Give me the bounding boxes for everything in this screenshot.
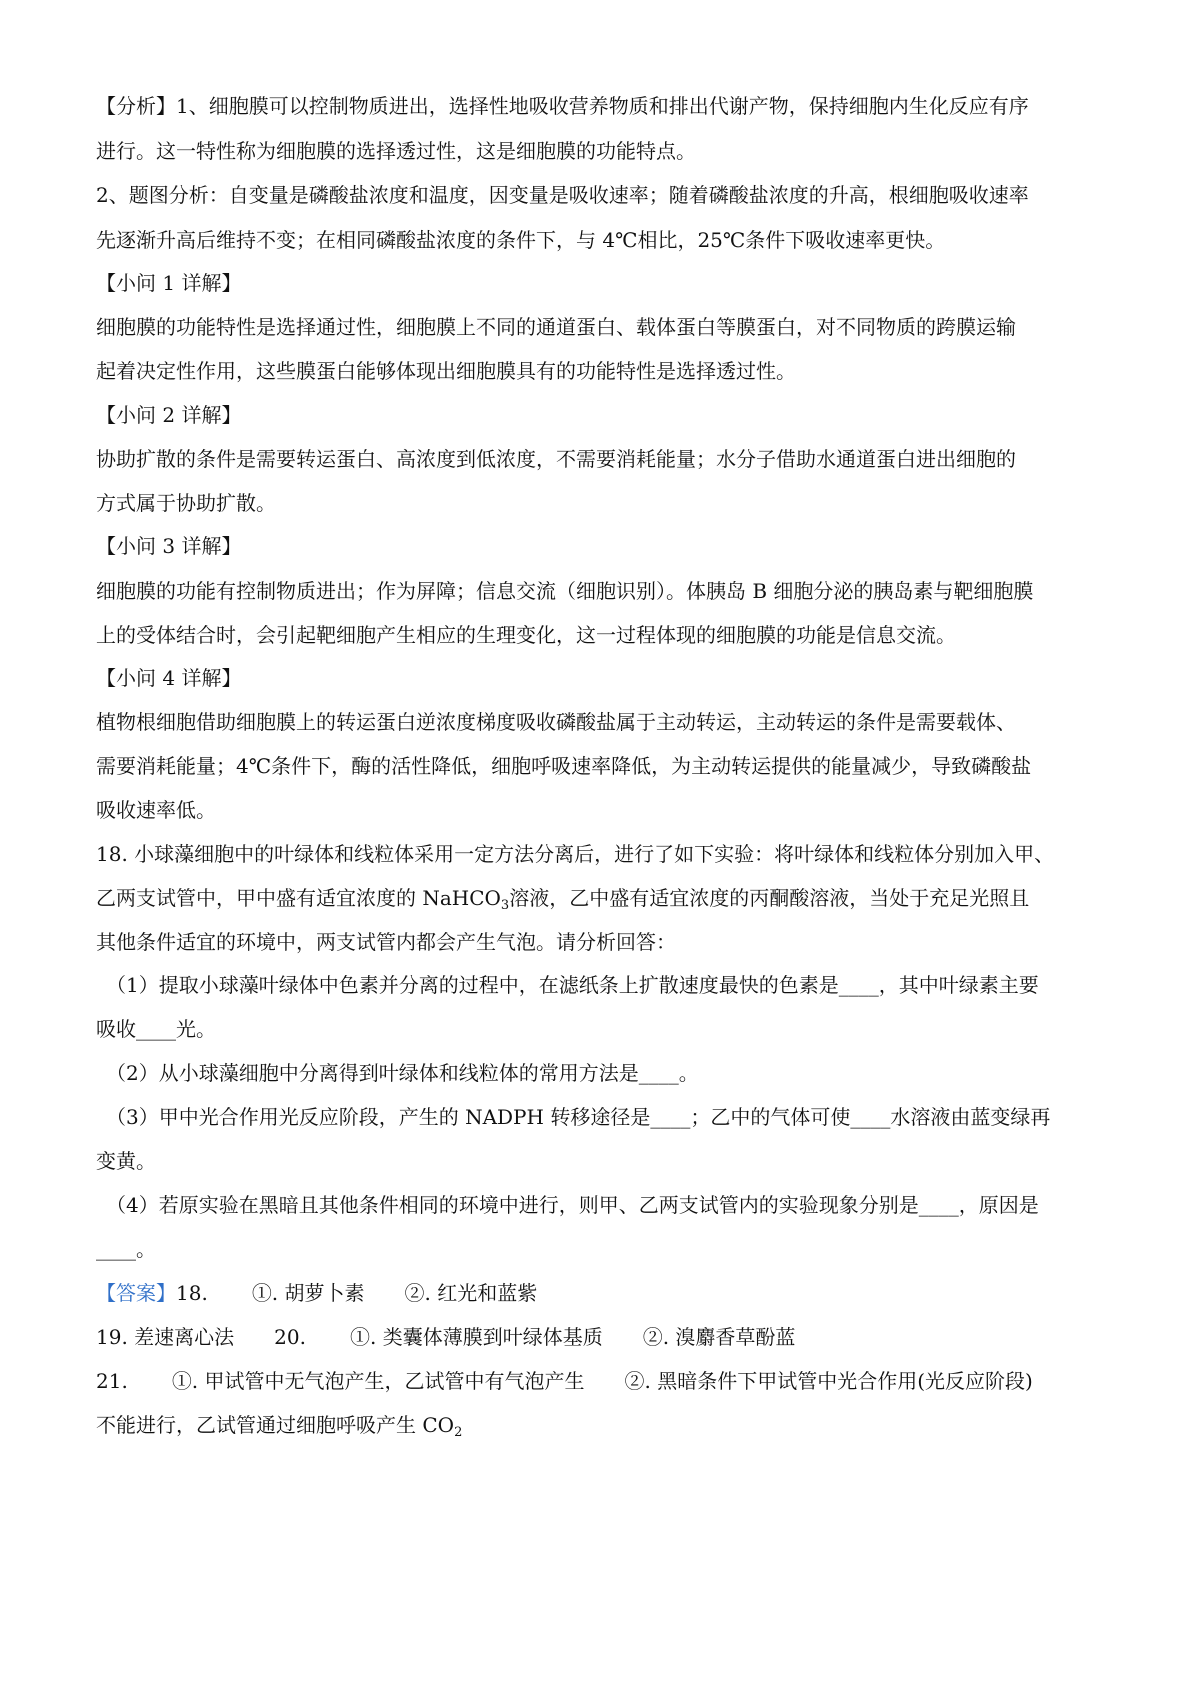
sub-question-4-cont: ____。 (96, 1237, 156, 1261)
answer-item: ①. 胡萝卜素 (251, 1281, 365, 1305)
analysis-line: 进行。这一特性称为细胞膜的选择透过性，这是细胞膜的功能特点。 (96, 139, 696, 163)
detail-text: 上的受体结合时，会引起靶细胞产生相应的生理变化，这一过程体现的细胞膜的功能是信息交流。 (96, 623, 956, 647)
answer-item: ②. 黑暗条件下甲试管中光合作用(光反应阶段) (624, 1369, 1033, 1393)
detail-text: 方式属于协助扩散。 (96, 491, 276, 515)
answer-line (96, 1410, 462, 1440)
analysis-line: 先逐渐升高后维持不变；在相同磷酸盐浓度的条件下，与 4℃相比，25℃条件下吸收速率更快。 (96, 228, 946, 252)
subscript: 3 (500, 898, 510, 913)
question-stem: 18. 小球藻细胞中的叶绿体和线粒体采用一定方法分离后，进行了如下实验：将叶绿体和线粒体分别加入甲、 (96, 842, 1055, 866)
answer-item: ②. 红光和蓝紫 (404, 1281, 538, 1305)
detail-text: 吸收速率低。 (96, 798, 216, 822)
question-stem-part: 乙两支试管中，甲中盛有适宜浓度的 NaHCO (96, 886, 501, 910)
sub-question-1-cont: 吸收____光。 (96, 1017, 216, 1041)
detail-text: 细胞膜的功能有控制物质进出；作为屏障；信息交流（细胞识别）。体胰岛 B 细胞分泌的胰岛素与靶细胞膜 (96, 579, 1034, 603)
answer-item: ②. 溴麝香草酚蓝 (642, 1325, 796, 1349)
detail-text: 植物根细胞借助细胞膜上的转运蛋白逆浓度梯度吸收磷酸盐属于主动转运，主动转运的条件是需要载体、 (96, 710, 1016, 734)
answer-line (96, 1366, 1033, 1396)
answer-number: 20. (274, 1325, 306, 1349)
answer-line (96, 1322, 795, 1352)
question-stem-part: 溶液，乙中盛有适宜浓度的丙酮酸溶液，当处于充足光照且 (509, 886, 1030, 910)
answer-item: 19. 差速离心法 (96, 1325, 235, 1349)
detail-text: 细胞膜的功能特性是选择通过性，细胞膜上不同的通道蛋白、载体蛋白等膜蛋白，对不同物质的跨膜运输 (96, 315, 1016, 339)
answer-label: 【答案】 (96, 1281, 176, 1305)
detail-text: 起着决定性作用，这些膜蛋白能够体现出细胞膜具有的功能特性是选择透过性。 (96, 359, 796, 383)
sub-question-3-cont: 变黄。 (96, 1149, 156, 1173)
detail-text: 协助扩散的条件是需要转运蛋白、高浓度到低浓度，不需要消耗能量；水分子借助水通道蛋白进出细胞的 (96, 447, 1016, 471)
question-stem: 其他条件适宜的环境中，两支试管内都会产生气泡。请分析回答： (96, 930, 676, 954)
answer-text: 不能进行，乙试管通过细胞呼吸产生 CO (96, 1413, 455, 1437)
sub-question-4: （4）若原实验在黑暗且其他条件相同的环境中进行，则甲、乙两支试管内的实验现象分别是____，原因是 (106, 1193, 1039, 1217)
detail-heading-1: 【小问 1 详解】 (96, 271, 242, 295)
answer-item: ①. 类囊体薄膜到叶绿体基质 (349, 1325, 603, 1349)
sub-question-1: （1）提取小球藻叶绿体中色素并分离的过程中，在滤纸条上扩散速度最快的色素是____，其中叶绿素主要 (106, 973, 1039, 997)
answer-number: 18. (176, 1281, 208, 1305)
sub-question-2: （2）从小球藻细胞中分离得到叶绿体和线粒体的常用方法是____。 (106, 1061, 699, 1085)
subscript: 2 (454, 1425, 463, 1440)
question-stem (96, 883, 1029, 913)
detail-text: 需要消耗能量；4℃条件下，酶的活性降低，细胞呼吸速率降低，为主动转运提供的能量减少，导致磷酸盐 (96, 754, 1032, 778)
answer-line (96, 1278, 537, 1308)
analysis-line: 2、题图分析：自变量是磷酸盐浓度和温度，因变量是吸收速率；随着磷酸盐浓度的升高，根细胞吸收速率 (96, 183, 1029, 207)
detail-heading-3: 【小问 3 详解】 (96, 534, 242, 558)
detail-heading-4: 【小问 4 详解】 (96, 666, 242, 690)
detail-heading-2: 【小问 2 详解】 (96, 403, 242, 427)
analysis-line: 【分析】1、细胞膜可以控制物质进出，选择性地吸收营养物质和排出代谢产物，保持细胞内生化反应有序 (96, 94, 1029, 118)
answer-item: ①. 甲试管中无气泡产生，乙试管中有气泡产生 (171, 1369, 585, 1393)
sub-question-3: （3）甲中光合作用光反应阶段，产生的 NADPH 转移途径是____；乙中的气体可使____水溶液由蓝变绿再 (106, 1105, 1051, 1129)
answer-number: 21. (96, 1369, 128, 1393)
